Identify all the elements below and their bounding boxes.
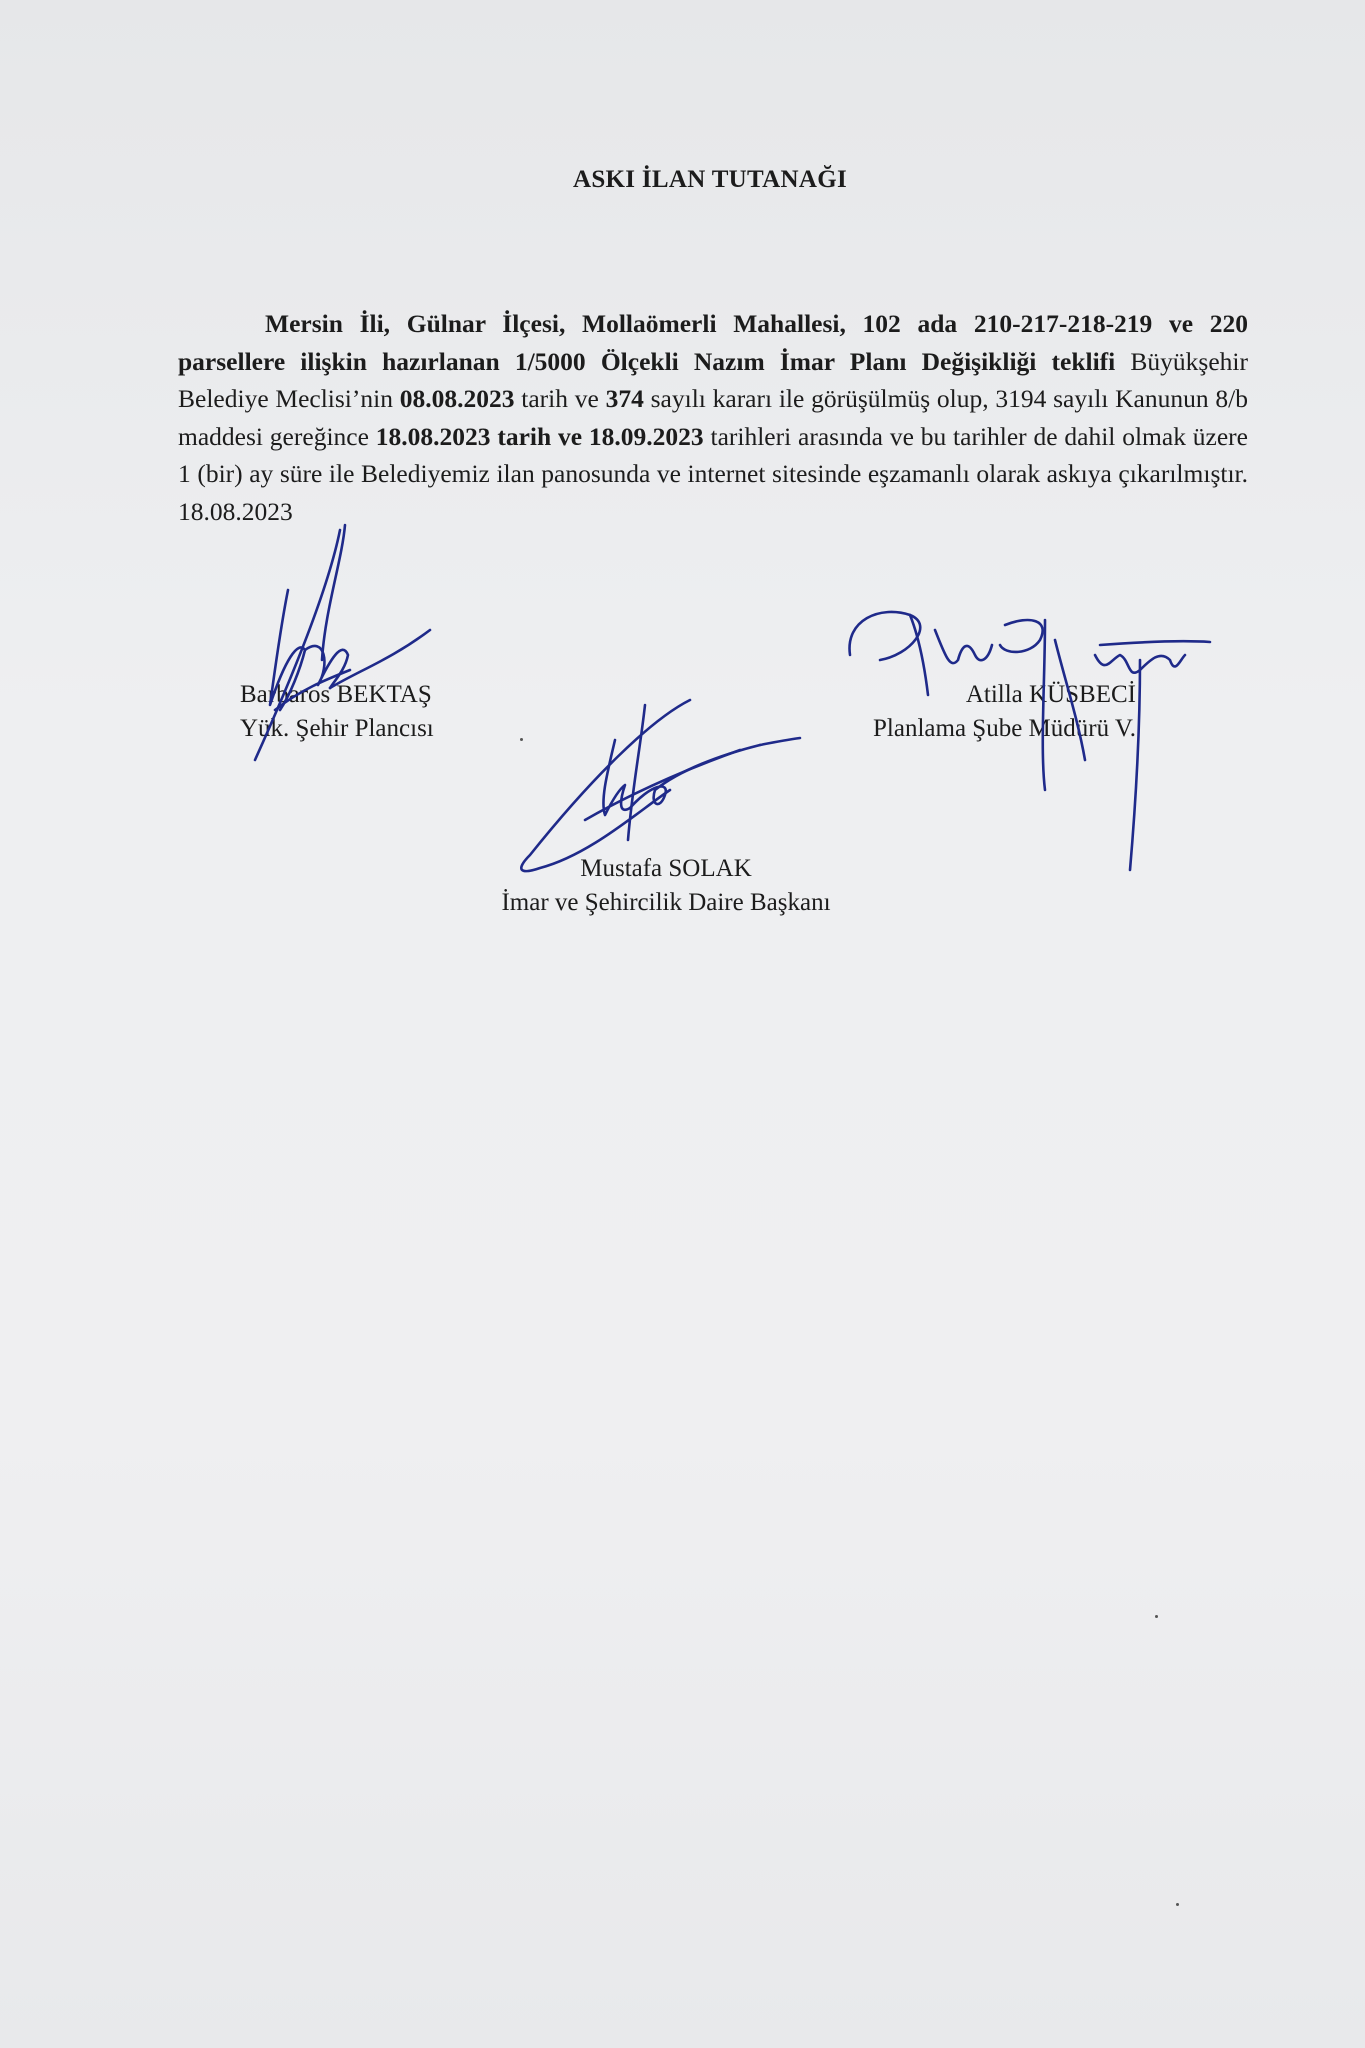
paper-speck	[1155, 1615, 1158, 1618]
paragraph-segment: 08.08.2023	[399, 384, 515, 414]
signatory-center	[476, 852, 856, 920]
paragraph-segment: tarihleri arasında ve bu tarihler de dahil olmak üzere 1 (bir) ay süre ile Belediyemiz ilan panosunda ve internet sitesinde eşzamanlı olarak askıya çıkarılmıştır. 18.08.2023	[178, 421, 1248, 526]
paragraph-segment: sayılı kararı ile görüşülmüş olup, 3194 sayılı Kanunun 8/b maddesi gereğince	[178, 384, 1248, 451]
paragraph-segment: tarih ve	[514, 384, 606, 414]
signatory-name: Mustafa SOLAK	[580, 855, 752, 882]
signatory-name: Atilla KÜSBECİ	[965, 681, 1136, 708]
document-title: ASKI İLAN TUTANAĞI	[573, 166, 847, 193]
signatory-name: Barbaros BEKTAŞ	[240, 681, 432, 708]
paragraph-segment: 374	[605, 384, 644, 414]
paper-speck	[520, 738, 523, 741]
signatory-right	[820, 678, 1136, 746]
paragraph-segment: Mersin İli, Gülnar İlçesi, Mollaömerli Mahallesi, 102 ada 210-217-218-219 ve 220 parsellere ilişkin hazırlanan 1/5000 Ölçekli Nazım İmar Planı Değişikliği teklifi	[178, 309, 1248, 376]
paragraph-segment: 18.08.2023 tarih ve 18.09.2023	[375, 421, 704, 451]
signatory-left	[240, 678, 434, 746]
paper-speck	[1176, 1903, 1179, 1906]
document-body-paragraph	[178, 305, 1248, 531]
signatory-title: Yük. Şehir Plancısı	[240, 715, 434, 742]
paragraph-segment: Büyükşehir Belediye Meclisi’nin	[178, 346, 1248, 414]
signatory-title: İmar ve Şehircilik Daire Başkanı	[501, 889, 831, 916]
signatory-title: Planlama Şube Müdürü V.	[873, 715, 1136, 742]
